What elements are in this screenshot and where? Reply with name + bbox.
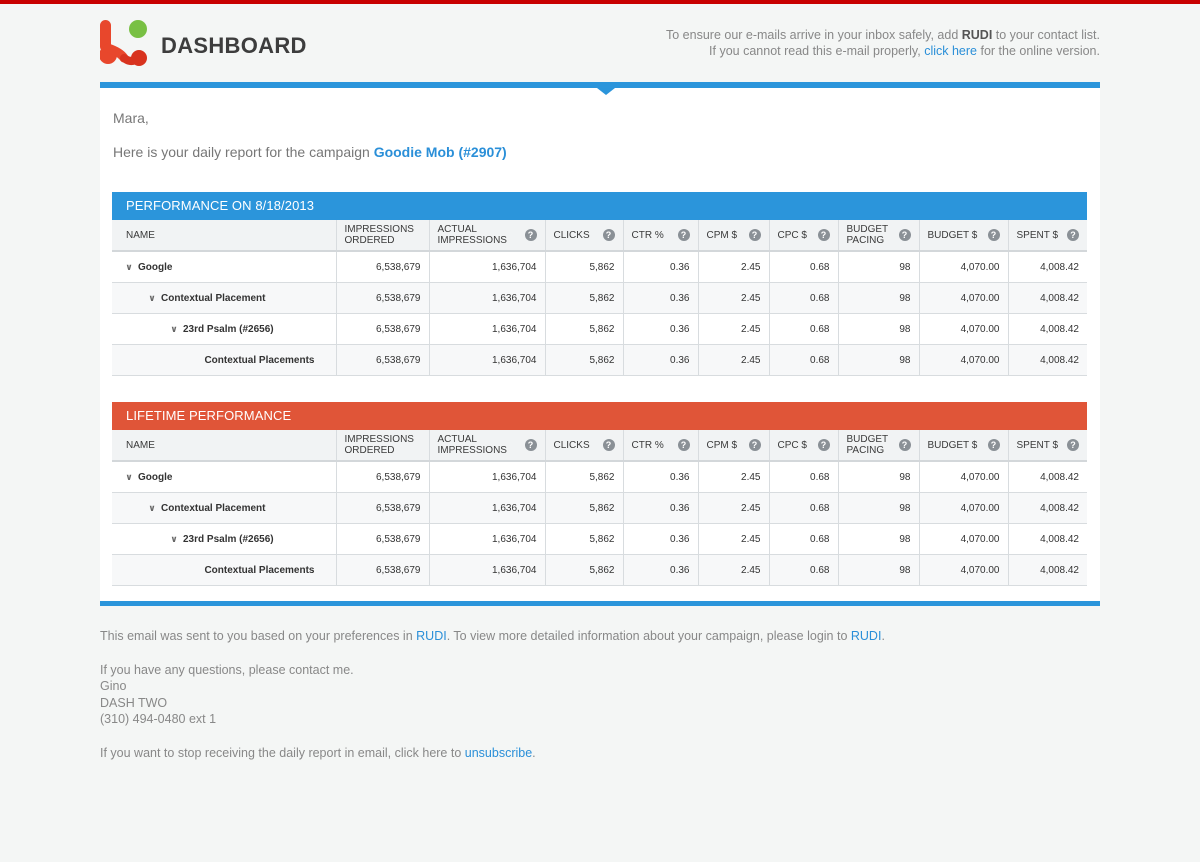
cell-spent: 4,008.42 [1008,314,1087,345]
column-header-cpm [698,220,769,251]
help-icon[interactable]: ? [525,439,537,451]
help-icon[interactable]: ? [678,439,690,451]
row-name: Contextual Placement [161,292,266,304]
sender-company: DASH TWO [100,695,168,710]
column-header-label: CPC $ [777,229,807,241]
cell-cpc: 0.68 [769,345,838,376]
column-header-cpm [698,430,769,461]
row-name-cell [112,345,336,376]
column-header-label: IMPRESSIONS ORDERED [344,434,414,456]
row-name-cell [112,555,336,586]
cell-actual-impressions: 1,636,704 [429,283,545,314]
row-name: Google [138,471,173,483]
help-icon[interactable]: ? [818,229,830,241]
cell-ctr: 0.36 [623,314,698,345]
online-version-link[interactable]: click here [924,44,977,58]
chevron-down-icon[interactable]: ∨ [125,471,133,482]
row-name-cell [112,493,336,524]
column-header-label: SPENT $ [1016,439,1058,451]
card-notch [597,88,615,95]
dashboard-logo-icon [100,18,150,68]
column-header-budget [919,430,1008,461]
cell-cpm: 2.45 [698,345,769,376]
cell-ctr: 0.36 [623,251,698,283]
help-icon[interactable]: ? [988,439,1000,451]
campaign-link[interactable]: Goodie Mob (#2907) [373,144,507,160]
cell-clicks: 5,862 [545,493,623,524]
footer-text: . [532,745,536,760]
header-notice [666,27,1100,59]
performance-table [112,220,1087,376]
row-name: Contextual Placements [204,354,315,366]
sender-phone: (310) 494-0480 ext 1 [100,712,217,727]
chevron-down-icon[interactable]: ∨ [125,261,133,272]
cell-cpm: 2.45 [698,314,769,345]
cell-actual-impressions: 1,636,704 [429,345,545,376]
column-header-actual-impressions [429,220,545,251]
row-name-cell [112,524,336,555]
help-icon[interactable]: ? [525,229,537,241]
cell-spent: 4,008.42 [1008,283,1087,314]
column-header-label: BUDGET $ [927,229,978,241]
cell-impressions-ordered: 6,538,679 [336,251,429,283]
column-header-label: CPM $ [706,439,738,451]
daily-performance-section [112,192,1087,376]
column-header-clicks [545,430,623,461]
help-icon[interactable]: ? [899,439,911,451]
column-header-label: CLICKS [553,439,590,451]
cell-budget: 4,070.00 [919,524,1008,555]
row-name: 23rd Psalm (#2656) [183,323,274,335]
cell-actual-impressions: 1,636,704 [429,493,545,524]
row-name-cell [112,283,336,314]
notice-line-2 [666,43,1100,59]
chevron-down-icon[interactable]: ∨ [170,533,178,544]
footer-text: This email was sent to you based on your preferences in [100,629,417,643]
cell-impressions-ordered: 6,538,679 [336,461,429,493]
cell-cpc: 0.68 [769,251,838,283]
column-header-label: CTR % [631,439,664,451]
cell-clicks: 5,862 [545,555,623,586]
row-name-cell [112,461,336,493]
table-row[interactable] [112,251,1087,283]
row-name: Contextual Placement [161,502,266,514]
footer-text: If you want to stop receiving the daily report in email, click here to [100,745,465,760]
cell-cpm: 2.45 [698,524,769,555]
chevron-down-icon[interactable]: ∨ [170,323,178,334]
sender-name: Gino [100,679,127,694]
cell-actual-impressions: 1,636,704 [429,314,545,345]
intro-text [113,144,507,160]
cell-budget-pacing: 98 [838,345,919,376]
column-header-label: ACTUAL IMPRESSIONS [437,224,507,246]
cell-cpc: 0.68 [769,524,838,555]
cell-ctr: 0.36 [623,283,698,314]
cell-spent: 4,008.42 [1008,251,1087,283]
column-header-label: CTR % [631,229,664,241]
cell-cpm: 2.45 [698,283,769,314]
column-header-cpc [769,220,838,251]
table-row[interactable] [112,555,1087,586]
help-icon[interactable]: ? [749,439,761,451]
rudi-link[interactable]: RUDI [416,629,447,643]
table-row[interactable] [112,345,1087,376]
help-icon[interactable]: ? [818,439,830,451]
column-header-budget-pacing [838,220,919,251]
column-header-label: CLICKS [553,229,590,241]
help-icon[interactable]: ? [603,229,615,241]
cell-impressions-ordered: 6,538,679 [336,493,429,524]
help-icon[interactable]: ? [749,229,761,241]
cell-cpm: 2.45 [698,493,769,524]
cell-budget: 4,070.00 [919,283,1008,314]
cell-ctr: 0.36 [623,524,698,555]
cell-budget-pacing: 98 [838,461,919,493]
row-name-cell [112,314,336,345]
cell-cpm: 2.45 [698,251,769,283]
cell-impressions-ordered: 6,538,679 [336,314,429,345]
section-title: PERFORMANCE ON 8/18/2013 [112,192,1087,220]
row-name-cell [112,251,336,283]
help-icon[interactable]: ? [603,439,615,451]
footer-text: . [881,629,885,643]
notice-brand: RUDI [961,28,993,42]
cell-cpc: 0.68 [769,493,838,524]
cell-spent: 4,008.42 [1008,493,1087,524]
notice-line-1 [666,27,1100,43]
row-name: 23rd Psalm (#2656) [183,533,274,545]
cell-clicks: 5,862 [545,251,623,283]
row-name: Google [138,261,173,273]
cell-budget-pacing: 98 [838,524,919,555]
cell-budget-pacing: 98 [838,314,919,345]
column-header-label: BUDGET PACING [846,224,888,246]
notice-text-end: for the online version. [977,44,1100,58]
cell-actual-impressions: 1,636,704 [429,524,545,555]
greeting: Mara, [113,110,149,126]
cell-spent: 4,008.42 [1008,461,1087,493]
notice-text-end: to your contact list. [992,28,1100,42]
help-icon[interactable]: ? [1067,229,1079,241]
cell-actual-impressions: 1,636,704 [429,555,545,586]
column-header-clicks [545,220,623,251]
cell-budget-pacing: 98 [838,555,919,586]
cell-impressions-ordered: 6,538,679 [336,524,429,555]
cell-spent: 4,008.42 [1008,524,1087,555]
cell-ctr: 0.36 [623,345,698,376]
column-header-impressions-ordered [336,220,429,251]
cell-budget-pacing: 98 [838,493,919,524]
top-accent-bar [0,0,1200,4]
unsubscribe-link[interactable]: unsubscribe [464,745,533,760]
cell-budget-pacing: 98 [838,283,919,314]
cell-impressions-ordered: 6,538,679 [336,555,429,586]
cell-clicks: 5,862 [545,314,623,345]
performance-table [112,430,1087,586]
column-header-label: NAME [126,229,155,241]
column-header-ctr [623,430,698,461]
column-header-name [112,220,336,251]
column-header-label: IMPRESSIONS ORDERED [344,224,414,246]
column-header-spent [1008,430,1087,461]
chevron-down-icon[interactable]: ∨ [148,292,156,303]
help-icon[interactable]: ? [678,229,690,241]
cell-clicks: 5,862 [545,461,623,493]
report-card [100,82,1100,606]
cell-spent: 4,008.42 [1008,345,1087,376]
cell-actual-impressions: 1,636,704 [429,461,545,493]
cell-ctr: 0.36 [623,555,698,586]
table-row[interactable] [112,524,1087,555]
help-icon[interactable]: ? [1067,439,1079,451]
row-name: Contextual Placements [204,564,315,576]
column-header-label: ACTUAL IMPRESSIONS [437,434,507,456]
column-header-label: BUDGET PACING [846,434,888,456]
cell-spent: 4,008.42 [1008,555,1087,586]
footer-preferences [100,628,885,645]
column-header-label: BUDGET $ [927,439,978,451]
column-header-label: CPC $ [777,439,807,451]
cell-cpc: 0.68 [769,314,838,345]
cell-budget: 4,070.00 [919,461,1008,493]
cell-budget-pacing: 98 [838,251,919,283]
cell-cpm: 2.45 [698,461,769,493]
cell-budget: 4,070.00 [919,251,1008,283]
column-header-budget-pacing [838,430,919,461]
notice-text: If you cannot read this e-mail properly, [709,44,925,58]
cell-actual-impressions: 1,636,704 [429,251,545,283]
rudi-login-link[interactable]: RUDI [850,629,882,643]
cell-ctr: 0.36 [623,461,698,493]
column-header-label: CPM $ [706,229,738,241]
cell-cpm: 2.45 [698,555,769,586]
email-header [100,18,1100,78]
column-header-ctr [623,220,698,251]
intro-prefix: Here is your daily report for the campaign [113,144,374,160]
footer-contact: If you have any questions, please contact me. [100,662,354,677]
lifetime-performance-section [112,402,1087,586]
cell-budget: 4,070.00 [919,314,1008,345]
column-header-cpc [769,430,838,461]
table-row[interactable] [112,493,1087,524]
cell-impressions-ordered: 6,538,679 [336,345,429,376]
chevron-down-icon[interactable]: ∨ [148,502,156,513]
cell-clicks: 5,862 [545,345,623,376]
cell-clicks: 5,862 [545,283,623,314]
cell-budget: 4,070.00 [919,493,1008,524]
cell-cpc: 0.68 [769,283,838,314]
table-row[interactable] [112,283,1087,314]
column-header-impressions-ordered [336,430,429,461]
column-header-budget [919,220,1008,251]
help-icon[interactable]: ? [899,229,911,241]
cell-impressions-ordered: 6,538,679 [336,283,429,314]
cell-budget: 4,070.00 [919,345,1008,376]
cell-cpc: 0.68 [769,555,838,586]
footer-unsubscribe [100,745,885,762]
cell-ctr: 0.36 [623,493,698,524]
table-row[interactable] [112,461,1087,493]
help-icon[interactable]: ? [988,229,1000,241]
column-header-actual-impressions [429,430,545,461]
logo-wordmark: DASHBOARD [161,33,307,58]
column-header-label: SPENT $ [1016,229,1058,241]
table-row[interactable] [112,314,1087,345]
cell-budget: 4,070.00 [919,555,1008,586]
cell-cpc: 0.68 [769,461,838,493]
column-header-label: NAME [126,439,155,451]
cell-clicks: 5,862 [545,524,623,555]
column-header-spent [1008,220,1087,251]
card-bottom-bar [100,601,1100,606]
email-footer [100,628,885,762]
section-title: LIFETIME PERFORMANCE [112,402,1087,430]
footer-text: . To view more detailed information about your campaign, please login to [446,629,851,643]
column-header-name [112,430,336,461]
notice-text: To ensure our e-mails arrive in your inbox safely, add [666,28,962,42]
